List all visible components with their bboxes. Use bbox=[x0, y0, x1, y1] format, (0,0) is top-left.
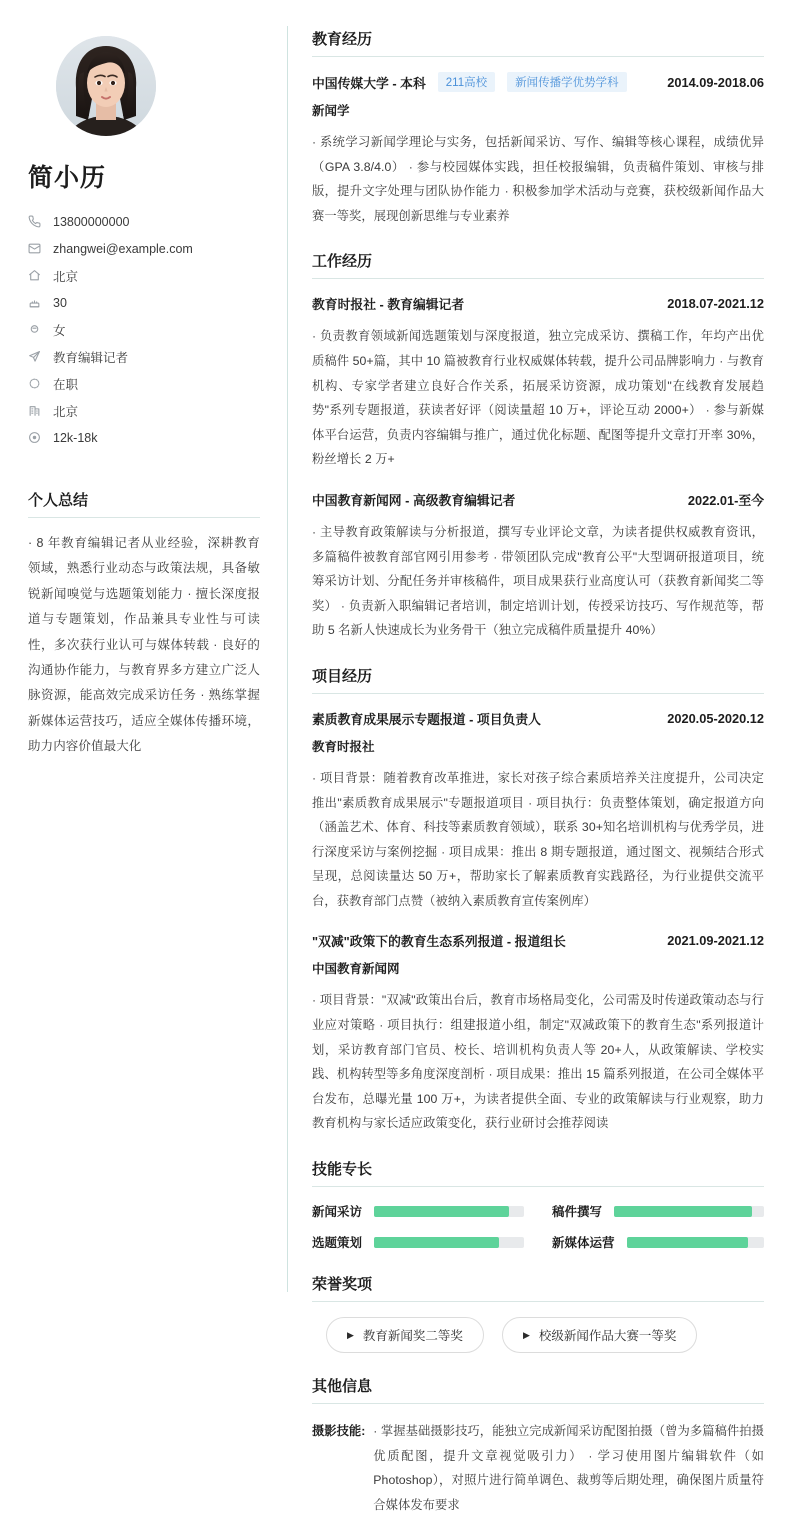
section-other bbox=[312, 1375, 764, 1517]
triangle-right-icon: ▶ bbox=[347, 1329, 354, 1340]
honors-section-title: 荣誉奖项 bbox=[312, 1273, 764, 1302]
building-icon bbox=[28, 404, 46, 417]
contact-gender bbox=[28, 316, 260, 343]
project-date: 2020.05-2020.12 bbox=[667, 710, 764, 726]
skills-section-title: 技能专长 bbox=[312, 1158, 764, 1187]
project-title: 素质教育成果展示专题报道 - 项目负责人 bbox=[312, 711, 541, 727]
skill-progress-track bbox=[614, 1206, 764, 1217]
work-entry bbox=[312, 490, 764, 643]
work-section-title: 工作经历 bbox=[312, 250, 764, 279]
contact-position bbox=[28, 343, 260, 370]
skill-progress-fill bbox=[627, 1237, 748, 1248]
skill-label: 新媒体运营 bbox=[552, 1236, 615, 1251]
education-major: 新闻学 bbox=[312, 104, 350, 118]
education-entry-head bbox=[312, 72, 764, 92]
project-description: · 项目背景："双减"政策出台后，教育市场格局变化，公司需及时传递政策动态与行业应对策略 · 项目执行：组建报道小组，制定"双减政策下的教育生态"系列报道计划，采访教育部门官员、校长、培训机构负责人等 20+人，从政策解读、学校实践、机构转型等多角度深度剖析 · 项目成果：推出 15 篇系列报道，在公司全媒体平台发布，总曝光量 100 万+，为读者提供全面、专业的政策解读与行业观察，助力教育机构与家长适应政策变化，获行业研讨会推荐阅读 bbox=[312, 993, 764, 1131]
work-description: · 负责教育领域新闻选题策划与深度报道，独立完成采访、撰稿工作，年均产出优质稿件 50+篇，其中 10 篇被教育行业权威媒体转载，提升公司品牌影响力 · 与教育机构、专家学者建立良好合作关系，拓展采访资源，成功策划"在线教育发展趋势"系列专题报道，获读者好评（阅读量超 10 万+，评论互动 2000+） · 参与新媒体平台运营，负责内容编辑与推广，通过优化标题、配图等提升文章打开率 30%，粉丝增长 2 万+ bbox=[312, 329, 764, 467]
work-date: 2018.07-2021.12 bbox=[667, 296, 764, 312]
honor-label: 校级新闻作品大赛一等奖 bbox=[538, 1329, 677, 1344]
other-value: · 掌握基础摄影技巧，能独立完成新闻采访配图拍摄（曾为多篇稿件拍摄优质配图，提升文章视觉吸引力） · 学习使用图片编辑软件（如 Photoshop），对照片进行简单调色、裁剪等后期处理，确保图片质量符合媒体发布要求 bbox=[373, 1424, 764, 1512]
summary-section-title: 个人总结 bbox=[28, 489, 260, 518]
contact-email bbox=[28, 235, 260, 262]
honors-list bbox=[312, 1317, 764, 1353]
contact-email-value: zhangwei@example.com bbox=[53, 241, 193, 256]
user-avatar-photo-icon bbox=[56, 36, 156, 136]
honor-label: 教育新闻奖二等奖 bbox=[362, 1329, 463, 1344]
contact-status-value: 在职 bbox=[53, 377, 79, 392]
skill-progress-track bbox=[374, 1237, 524, 1248]
section-education bbox=[312, 28, 764, 228]
project-org: 教育时报社 bbox=[312, 739, 375, 754]
other-section-title: 其他信息 bbox=[312, 1375, 764, 1404]
skills-grid bbox=[312, 1202, 764, 1251]
project-date: 2021.09-2021.12 bbox=[667, 933, 764, 949]
home-icon bbox=[28, 269, 46, 282]
cake-icon bbox=[28, 296, 46, 309]
skill-label: 新闻采访 bbox=[312, 1205, 363, 1220]
contact-work-city bbox=[28, 397, 260, 424]
contact-phone-value: 13800000000 bbox=[53, 214, 130, 229]
salary-icon bbox=[28, 431, 46, 444]
project-entry-head bbox=[312, 931, 764, 950]
section-honors bbox=[312, 1273, 764, 1353]
skill-item bbox=[312, 1202, 524, 1220]
contact-city-value: 北京 bbox=[53, 269, 79, 284]
work-entry bbox=[312, 294, 764, 472]
project-org: 中国教育新闻网 bbox=[312, 962, 400, 977]
contact-age bbox=[28, 289, 260, 316]
skill-progress-fill bbox=[614, 1206, 752, 1217]
section-skills bbox=[312, 1158, 764, 1251]
project-title: "双减"政策下的教育生态系列报道 - 报道组长 bbox=[312, 934, 566, 950]
sidebar bbox=[0, 0, 288, 1310]
project-entry bbox=[312, 931, 764, 1136]
project-entry bbox=[312, 709, 764, 914]
skill-item bbox=[552, 1233, 764, 1251]
main-content bbox=[288, 0, 794, 1512]
other-row bbox=[312, 1419, 764, 1517]
skill-item bbox=[312, 1233, 524, 1251]
paper-plane-icon bbox=[28, 350, 46, 363]
contact-status bbox=[28, 370, 260, 397]
column-divider bbox=[287, 26, 288, 1292]
education-entry bbox=[312, 72, 764, 228]
page-title: 简小历 bbox=[28, 164, 107, 192]
work-title: 中国教育新闻网 - 高级教育编辑记者 bbox=[312, 492, 516, 508]
status-icon bbox=[28, 377, 46, 390]
other-label: 摄影技能: bbox=[312, 1424, 366, 1439]
summary-text: · 8 年教育编辑记者从业经验，深耕教育领域，熟悉行业动态与政策法规，具备敏锐新闻嗅觉与选题策划能力 · 擅长深度报道与专题策划，作品兼具专业性与可读性，多次获行业认可与媒体转载 · 良好的沟通协作能力，与教育界多方建立广泛人脉资源，能高效完成采访任务 · 熟练掌握新媒体运营技巧，适应全媒体传播环境，助力内容价值最大化 bbox=[28, 536, 260, 753]
phone-icon bbox=[28, 215, 46, 228]
work-date: 2022.01-至今 bbox=[687, 492, 764, 508]
contact-phone bbox=[28, 208, 260, 235]
skill-progress-track bbox=[627, 1237, 764, 1248]
skill-label: 稿件撰写 bbox=[552, 1205, 603, 1220]
education-entry-head-left bbox=[312, 72, 627, 92]
skill-label: 选题策划 bbox=[312, 1236, 363, 1251]
education-date: 2014.09-2018.06 bbox=[667, 74, 764, 90]
section-projects bbox=[312, 665, 764, 1136]
education-tag-2: 新闻传播学优势学科 bbox=[507, 72, 627, 92]
gender-icon bbox=[28, 323, 46, 336]
contact-position-value: 教育编辑记者 bbox=[53, 350, 129, 365]
skill-progress-track bbox=[374, 1206, 524, 1217]
mail-icon bbox=[28, 242, 46, 255]
education-school: 中国传媒大学 - 本科 bbox=[312, 75, 426, 91]
education-tag-1: 211高校 bbox=[438, 72, 495, 92]
contact-salary bbox=[28, 424, 260, 451]
skill-item bbox=[552, 1202, 764, 1220]
section-work bbox=[312, 250, 764, 643]
contact-age-value: 30 bbox=[53, 295, 67, 310]
skill-progress-fill bbox=[374, 1206, 509, 1217]
contact-list bbox=[28, 208, 260, 451]
work-entry-head bbox=[312, 294, 764, 313]
contact-city bbox=[28, 262, 260, 289]
triangle-right-icon: ▶ bbox=[522, 1329, 530, 1340]
contact-gender-value: 女 bbox=[53, 323, 66, 338]
work-entry-head bbox=[312, 490, 764, 509]
projects-section-title: 项目经历 bbox=[312, 665, 764, 694]
work-description: · 主导教育政策解读与分析报道，撰写专业评论文章，为读者提供权威教育资讯，多篇稿件被教育部官网引用参考 · 带领团队完成"教育公平"大型调研报道项目，统筹采访计划、分配任务并审核稿件，项目成果获行业高度认可（获教育新闻奖二等奖） · 负责新入职编辑记者培训，制定培训计划，传授采访技巧、写作规范等，帮助 5 名新人快速成长为业务骨干（独立完成稿件质量提升 40%） bbox=[312, 524, 764, 638]
contact-salary-value: 12k-18k bbox=[53, 430, 98, 445]
project-description: · 项目背景：随着教育改革推进，家长对孩子综合素质培养关注度提升，公司决定推出"素质教育成果展示"专题报道项目 · 项目执行：负责整体策划，确定报道方向（涵盖艺术、体育、科技等素质教育领域），联系 30+知名培训机构与优秀学员，进行深度采访与案例挖掘 · 项目成果：推出 8 期专题报道，通过图文、视频结合形式呈现，总阅读量达 50 万+，帮助家长了解素质教育实践路径，为行业提供交流平台，获教育部门点赞（被纳入素质教育宣传案例库） bbox=[312, 770, 764, 908]
avatar bbox=[56, 36, 156, 136]
skill-progress-fill bbox=[374, 1237, 498, 1248]
project-entry-head bbox=[312, 709, 764, 728]
work-title: 教育时报社 - 教育编辑记者 bbox=[312, 297, 465, 313]
education-section-title: 教育经历 bbox=[312, 28, 764, 57]
honor-item[interactable] bbox=[326, 1317, 484, 1353]
education-description: · 系统学习新闻学理论与实务，包括新闻采访、写作、编辑等核心课程，成绩优异（GPA 3.8/4.0） · 参与校园媒体实践，担任校报编辑，负责稿件策划、审核与排版，提升文字处理与团队协作能力 · 积极参加学术活动与竞赛，获校级新闻作品大赛一等奖，展现创新思维与专业素养 bbox=[312, 135, 764, 223]
contact-work-city-value: 北京 bbox=[53, 404, 79, 419]
honor-item[interactable] bbox=[502, 1317, 697, 1353]
